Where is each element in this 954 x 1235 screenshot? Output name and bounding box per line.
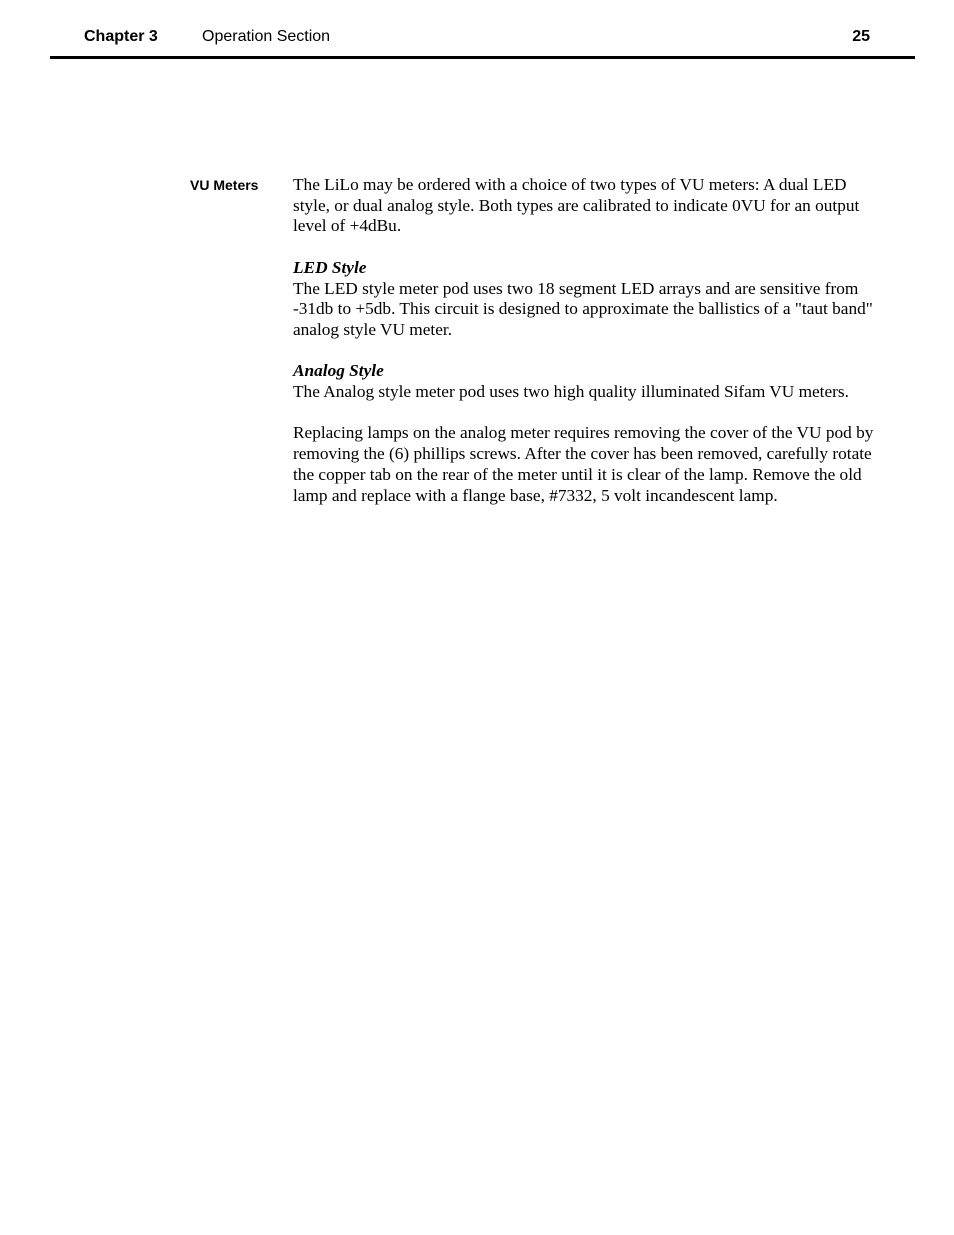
lamp-replacement-paragraph: Replacing lamps on the analog meter requires removing the cover of the VU pod by removing the (6) phillips screws. After the cover has been removed, carefully rotate the copper tab on the rear of the meter until it is clear of the lamp. Remove the old lamp and replace with a flange base, #7332, 5 volt incandescent lamp. xyxy=(293,423,874,505)
page-number: 25 xyxy=(852,28,870,45)
body-text xyxy=(293,175,878,527)
analog-style-section xyxy=(293,361,878,402)
chapter-label: Chapter 3 xyxy=(84,28,158,45)
analog-style-paragraph: The Analog style meter pod uses two high quality illuminated Sifam VU meters. xyxy=(293,382,849,401)
intro-paragraph: The LiLo may be ordered with a choice of two types of VU meters: A dual LED style, or dual analog style. Both types are calibrated to indicate 0VU for an output level of +4dBu. xyxy=(293,175,860,236)
analog-style-heading: Analog Style xyxy=(293,361,384,381)
led-style-paragraph: The LED style meter pod uses two 18 segment LED arrays and are sensitive from -31db to +5db. This circuit is designed to approximate the ballistics of a "taut band" analog style VU meter. xyxy=(293,278,873,339)
side-heading: VU Meters xyxy=(190,177,259,193)
section-title: Operation Section xyxy=(202,28,331,45)
page-header xyxy=(50,26,915,59)
led-style-heading: LED Style xyxy=(293,257,367,277)
led-style-section xyxy=(293,258,878,341)
